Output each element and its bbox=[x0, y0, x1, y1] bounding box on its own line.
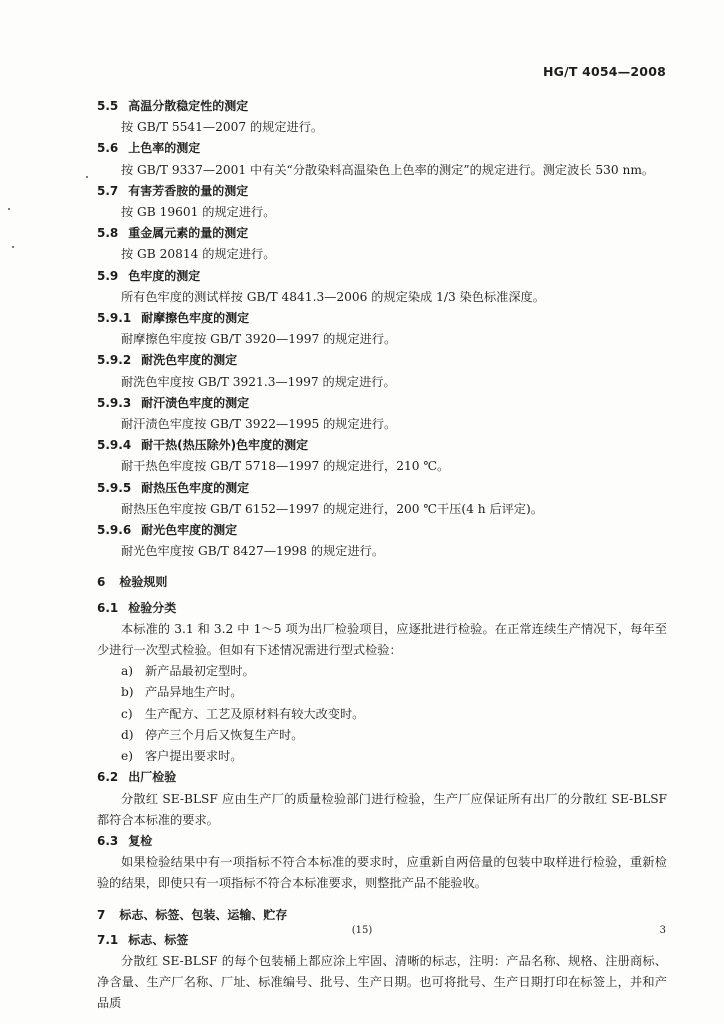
section-text: 耐洗色牢度按 GB/T 3921.3—1997 的规定进行。 bbox=[121, 374, 396, 389]
section-heading: 5.9.6 耐光色牢度的测定 bbox=[97, 523, 238, 538]
standard-code: HG/T 4054—2008 bbox=[542, 64, 666, 79]
section-heading: 5.9.2 耐洗色牢度的测定 bbox=[97, 353, 238, 368]
section-6-3 bbox=[97, 831, 667, 895]
section-7 bbox=[97, 905, 667, 1015]
section-heading: 5.9.5 耐热压色牢度的测定 bbox=[97, 480, 250, 495]
list-item: e) 客户提出要求时。 bbox=[121, 749, 243, 764]
section-text: 耐光色牢度按 GB/T 8427—1998 的规定进行。 bbox=[121, 544, 385, 559]
section-5-7 bbox=[97, 181, 667, 223]
section-5-9-1 bbox=[97, 308, 667, 350]
section-5-9-6 bbox=[97, 520, 667, 562]
section-text: 按 GB/T 5541—2007 的规定进行。 bbox=[121, 120, 324, 135]
section-heading: 5.5 高温分散稳定性的测定 bbox=[97, 99, 249, 113]
section-heading: 5.9.1 耐摩擦色牢度的测定 bbox=[97, 311, 250, 326]
section-5-8 bbox=[97, 223, 667, 265]
section-5-9 bbox=[97, 266, 667, 308]
chapter-heading: 7 标志、标签、包装、运输、贮存 bbox=[97, 907, 288, 922]
section-text: 按 GB 19601 的规定进行。 bbox=[121, 205, 276, 220]
section-5-6 bbox=[97, 138, 667, 180]
section-paragraph: 如果检验结果中有一项指标不符合本标准的要求时，应重新自两倍量的包装中取样进行检验，重新检验的结果，即使只有一项指标不符合本标准要求，则整批产品不能验收。 bbox=[97, 855, 667, 891]
scan-speck bbox=[8, 208, 10, 210]
footer-page-code: (15) bbox=[351, 925, 373, 936]
section-paragraph: 本标准的 3.1 和 3.2 中 1～5 项为出厂检验项目，应逐批进行检验。在正常连续生产情况下，每年至少进行一次型式检验。但如有下述情况需进行型式检验： bbox=[97, 621, 667, 658]
list-item: b) 产品异地生产时。 bbox=[121, 685, 243, 700]
chapter-heading: 6 检验规则 bbox=[97, 575, 168, 590]
section-5-9-5 bbox=[97, 478, 667, 520]
section-text: 耐热压色牢度按 GB/T 6152—1997 的规定进行，200 ℃干压(4 h 后评定)。 bbox=[121, 501, 543, 516]
section-7-1 bbox=[97, 930, 667, 1015]
section-5-9-2 bbox=[97, 350, 667, 392]
scan-speck bbox=[12, 246, 14, 248]
section-6-2 bbox=[97, 767, 667, 831]
section-text: 耐摩擦色牢度按 GB/T 3920—1997 的规定进行。 bbox=[121, 332, 397, 347]
section-heading: 5.9 色牢度的测定 bbox=[97, 268, 201, 283]
section-text: 耐干热色牢度按 GB/T 5718—1997 的规定进行，210 ℃。 bbox=[121, 459, 450, 474]
scan-speck bbox=[86, 176, 88, 178]
section-text: 按 GB 20814 的规定进行。 bbox=[121, 247, 276, 262]
list-item: c) 生产配方、工艺及原材料有较大改变时。 bbox=[121, 706, 365, 721]
section-heading: 5.9.3 耐汗渍色牢度的测定 bbox=[97, 395, 250, 410]
section-text: 所有色牢度的测试样按 GB/T 4841.3—2006 的规定染成 1/3 染色标准深度。 bbox=[121, 289, 545, 304]
list-item: d) 停产三个月后又恢复生产时。 bbox=[121, 727, 304, 742]
page-number: 3 bbox=[659, 925, 666, 936]
section-heading: 5.8 重金属元素的量的测定 bbox=[97, 226, 249, 241]
section-6 bbox=[97, 572, 667, 894]
section-heading: 5.6 上色率的测定 bbox=[97, 141, 201, 156]
section-5-5 bbox=[97, 96, 667, 138]
section-6-1 bbox=[97, 598, 667, 768]
section-heading: 6.1 检验分类 bbox=[97, 600, 177, 615]
section-heading: 6.2 出厂检验 bbox=[97, 770, 177, 785]
list-item: a) 新产品最初定型时。 bbox=[121, 664, 255, 679]
section-heading: 5.9.4 耐干热(热压除外)色牢度的测定 bbox=[97, 438, 309, 453]
section-5-9-3 bbox=[97, 393, 667, 435]
section-heading: 5.7 有害芳香胺的量的测定 bbox=[97, 183, 249, 198]
section-text: 按 GB/T 9337—2001 中有关“分散染料高温染色上色率的测定”的规定进行。测定波长 530 nm。 bbox=[121, 162, 655, 177]
section-paragraph: 分散红 SE-BLSF 的每个包装桶上都应涂上牢固、清晰的标志，注明：产品名称、规格、注册商标、净含量、生产厂名称、厂址、标准编号、批号、生产日期。也可将批号、生产日期打印在标签上，并和产品质 bbox=[97, 953, 667, 1011]
section-paragraph: 分散红 SE-BLSF 应由生产厂的质量检验部门进行检验，生产厂应保证所有出厂的分散红 SE-BLSF 都符合本标准的要求。 bbox=[97, 791, 667, 827]
section-heading: 7.1 标志、标签 bbox=[97, 932, 189, 947]
section-5-9-4 bbox=[97, 435, 667, 477]
section-text: 耐汗渍色牢度按 GB/T 3922—1995 的规定进行。 bbox=[121, 417, 397, 432]
content-body bbox=[97, 96, 667, 1015]
section-heading: 6.3 复检 bbox=[97, 833, 153, 848]
